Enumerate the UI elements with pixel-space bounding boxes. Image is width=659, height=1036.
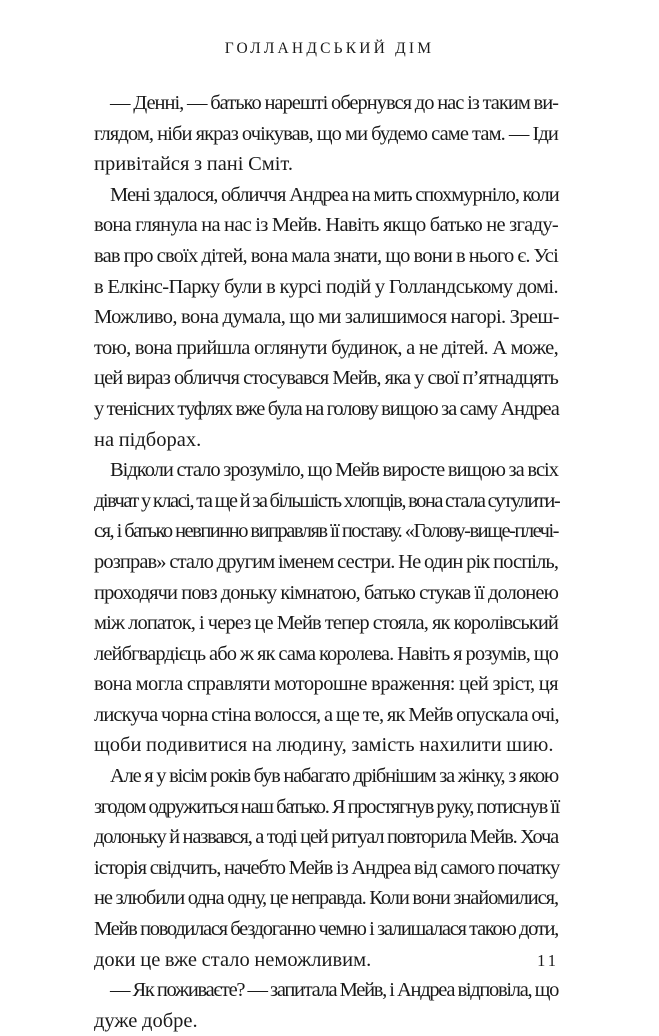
text-line: Можливо, вона думала, що ми залишимося нагорі. Зреш- [94, 306, 559, 329]
text-line: дівчат у класі, та ще й за більшість хлопців, вона стала сутулити- [94, 489, 560, 512]
text-line: дуже добре. [94, 1009, 198, 1032]
paragraph [94, 761, 558, 975]
body-text [94, 88, 558, 1036]
text-line: лейбгвардієць або ж як сама королева. Навіть я розумів, що [94, 642, 558, 665]
text-line: Мені здалося, обличчя Андреа на мить спохмурніло, коли [110, 183, 559, 206]
text-line: на підборах. [94, 428, 202, 451]
text-line: згодом одружиться наш батько. Я простягнув руку, потиснув її [94, 795, 560, 818]
text-line: між лопаток, і через це Мейв тепер стояла, як королівський [94, 612, 558, 635]
text-line: розправ» стало другим іменем сестри. Не один рік поспіль, [94, 550, 559, 573]
text-line: тою, вона прийшла оглянути будинок, а не дітей. А може, [94, 336, 558, 359]
running-head: ГОЛЛАНДСЬКИЙ ДІМ [224, 40, 435, 57]
paragraph [94, 975, 558, 1036]
text-line: долоньку й назвався, а тоді цей ритуал повторила Мейв. Хоча [94, 826, 558, 849]
text-line: ся, і батько невпинно виправляв її поставу. «Голову-вище-плечі- [94, 520, 558, 543]
text-line: Мейв поводилася бездоганно чемно і залишалася такою доти, [94, 918, 558, 941]
text-line: вав про своїх дітей, вона мала знати, що вони в нього є. Усі [94, 244, 558, 267]
text-line: у тенісних туфлях вже була на голову вищою за саму Андреа [94, 397, 559, 420]
text-line: вона могла справляти моторошне враження: цей зріст, ця [94, 673, 558, 696]
text-line: — Денні, — батько нарешті обернувся до нас із таким ви- [110, 92, 558, 114]
text-line: — Як поживаєте? — запитала Мейв, і Андреа відповіла, що [110, 979, 559, 1002]
text-line: Але я у вісім років був набагато дрібнішим за жінку, з якою [110, 765, 558, 788]
text-line: лискуча чорна стіна волосся, а ще те, як Мейв опускала очі, [94, 703, 559, 726]
text-line: доки це вже стало неможливим. [94, 948, 372, 971]
text-line: в Елкінс-Парку були в курсі подій у Голландському домі. [94, 275, 558, 298]
paragraph [94, 180, 558, 455]
text-line: привітайся з пані Сміт. [94, 153, 293, 176]
text-line: вона глянула на нас із Мейв. Навіть якщо батько не згаду- [94, 214, 558, 237]
text-line: глядом, ніби якраз очікував, що ми будемо саме там. — Іди [94, 122, 558, 145]
paragraph [94, 88, 558, 180]
page-number: 11 [537, 951, 559, 970]
text-line: цей вираз обличчя стосувався Мейв, яка у свої п’ятнадцять [94, 367, 558, 390]
text-line: не злюбили одна одну, це неправда. Коли вони знайомилися, [94, 887, 558, 910]
text-line: проходячи повз доньку кімнатою, батько стукав її долонею [94, 581, 558, 604]
text-line: щоби подивитися на людину, замість нахилити шию. [94, 734, 554, 757]
paragraph [94, 455, 558, 761]
text-line: історія свідчить, начебто Мейв із Андреа від самого початку [94, 856, 560, 879]
text-line: Відколи стало зрозуміло, що Мейв виросте вищою за всіх [110, 459, 558, 482]
